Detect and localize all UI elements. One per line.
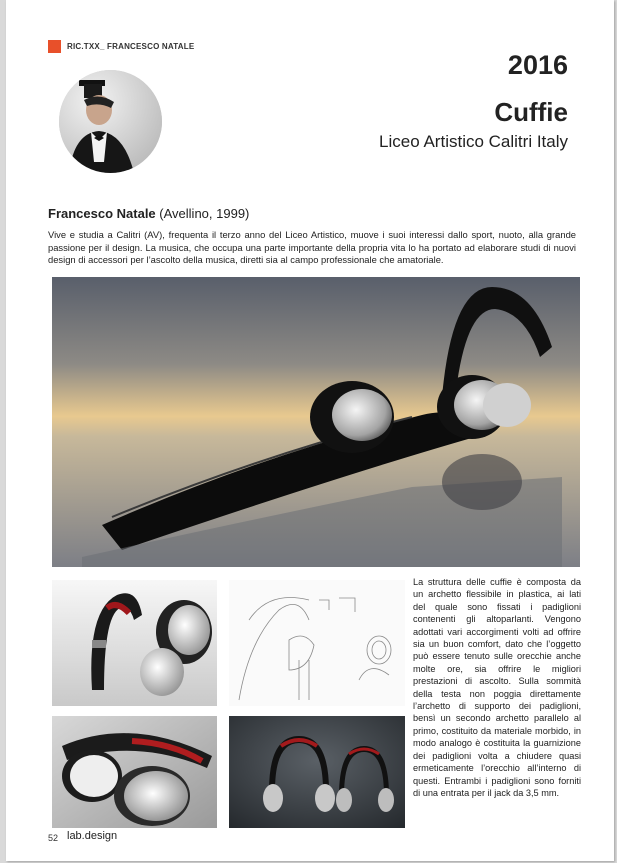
article-year: 2016 bbox=[507, 50, 568, 80]
header-label: RIC.TXX_ FRANCESCO NATALE bbox=[67, 42, 195, 51]
author-line bbox=[48, 206, 249, 221]
magazine-page bbox=[6, 0, 614, 861]
article-title: Cuffie bbox=[494, 97, 568, 127]
author-bio: Vive e studia a Calitri (AV), frequenta il terzo anno del Liceo Artistico, muove i suoi interessi dallo sport, nuoto, alla grande passione per il design. La musica, che occupa una parte importante della propria vita lo ha portato ad elaborare studi di nuovi design di accessori per l’ascolto della musica, diretti sia al campo professionale che amatoriale. bbox=[48, 229, 576, 265]
hero-image bbox=[52, 277, 580, 567]
thumbnail-render-1 bbox=[52, 580, 217, 706]
author-detail: (Avellino, 1999) bbox=[155, 206, 250, 221]
author-name: Francesco Natale bbox=[48, 206, 156, 221]
thumbnail-sketch bbox=[229, 580, 405, 706]
thumbnail-render-2 bbox=[52, 716, 217, 828]
accent-square bbox=[48, 40, 61, 53]
article-description: La struttura delle cuffie è composta da un archetto flessibile in plastica, ai lati del quale sono fissati i padiglioni contenenti gli altoparlanti. Vengono adottati vari accorgimenti volti ad offrire sia un buon comfort, dato che l’oggetto può essere tenuto sulle orecchie anche molte ore, sia offrire le migliori prestazioni di ascolto. Sulla sommità della testa non poggia direttamente l’archetto di supporto dei padiglioni, bensì un secondo archetto parallelo al primo, costituito da materiale morbido, in modo analogo è costituita la guarnizione dei padiglioni volta a chiudere quasi ermeticamente l’orecchio all’interno di questi. Entrambi i padiglioni sono forniti di una entrata per il jack da 3,5 mm. bbox=[413, 577, 581, 798]
publication-brand: lab.design bbox=[67, 830, 118, 842]
article-subtitle: Liceo Artistico Calitri Italy bbox=[379, 132, 568, 151]
author-portrait bbox=[59, 70, 162, 173]
page-number: 52 bbox=[48, 833, 59, 843]
thumbnail-render-3 bbox=[229, 716, 405, 828]
